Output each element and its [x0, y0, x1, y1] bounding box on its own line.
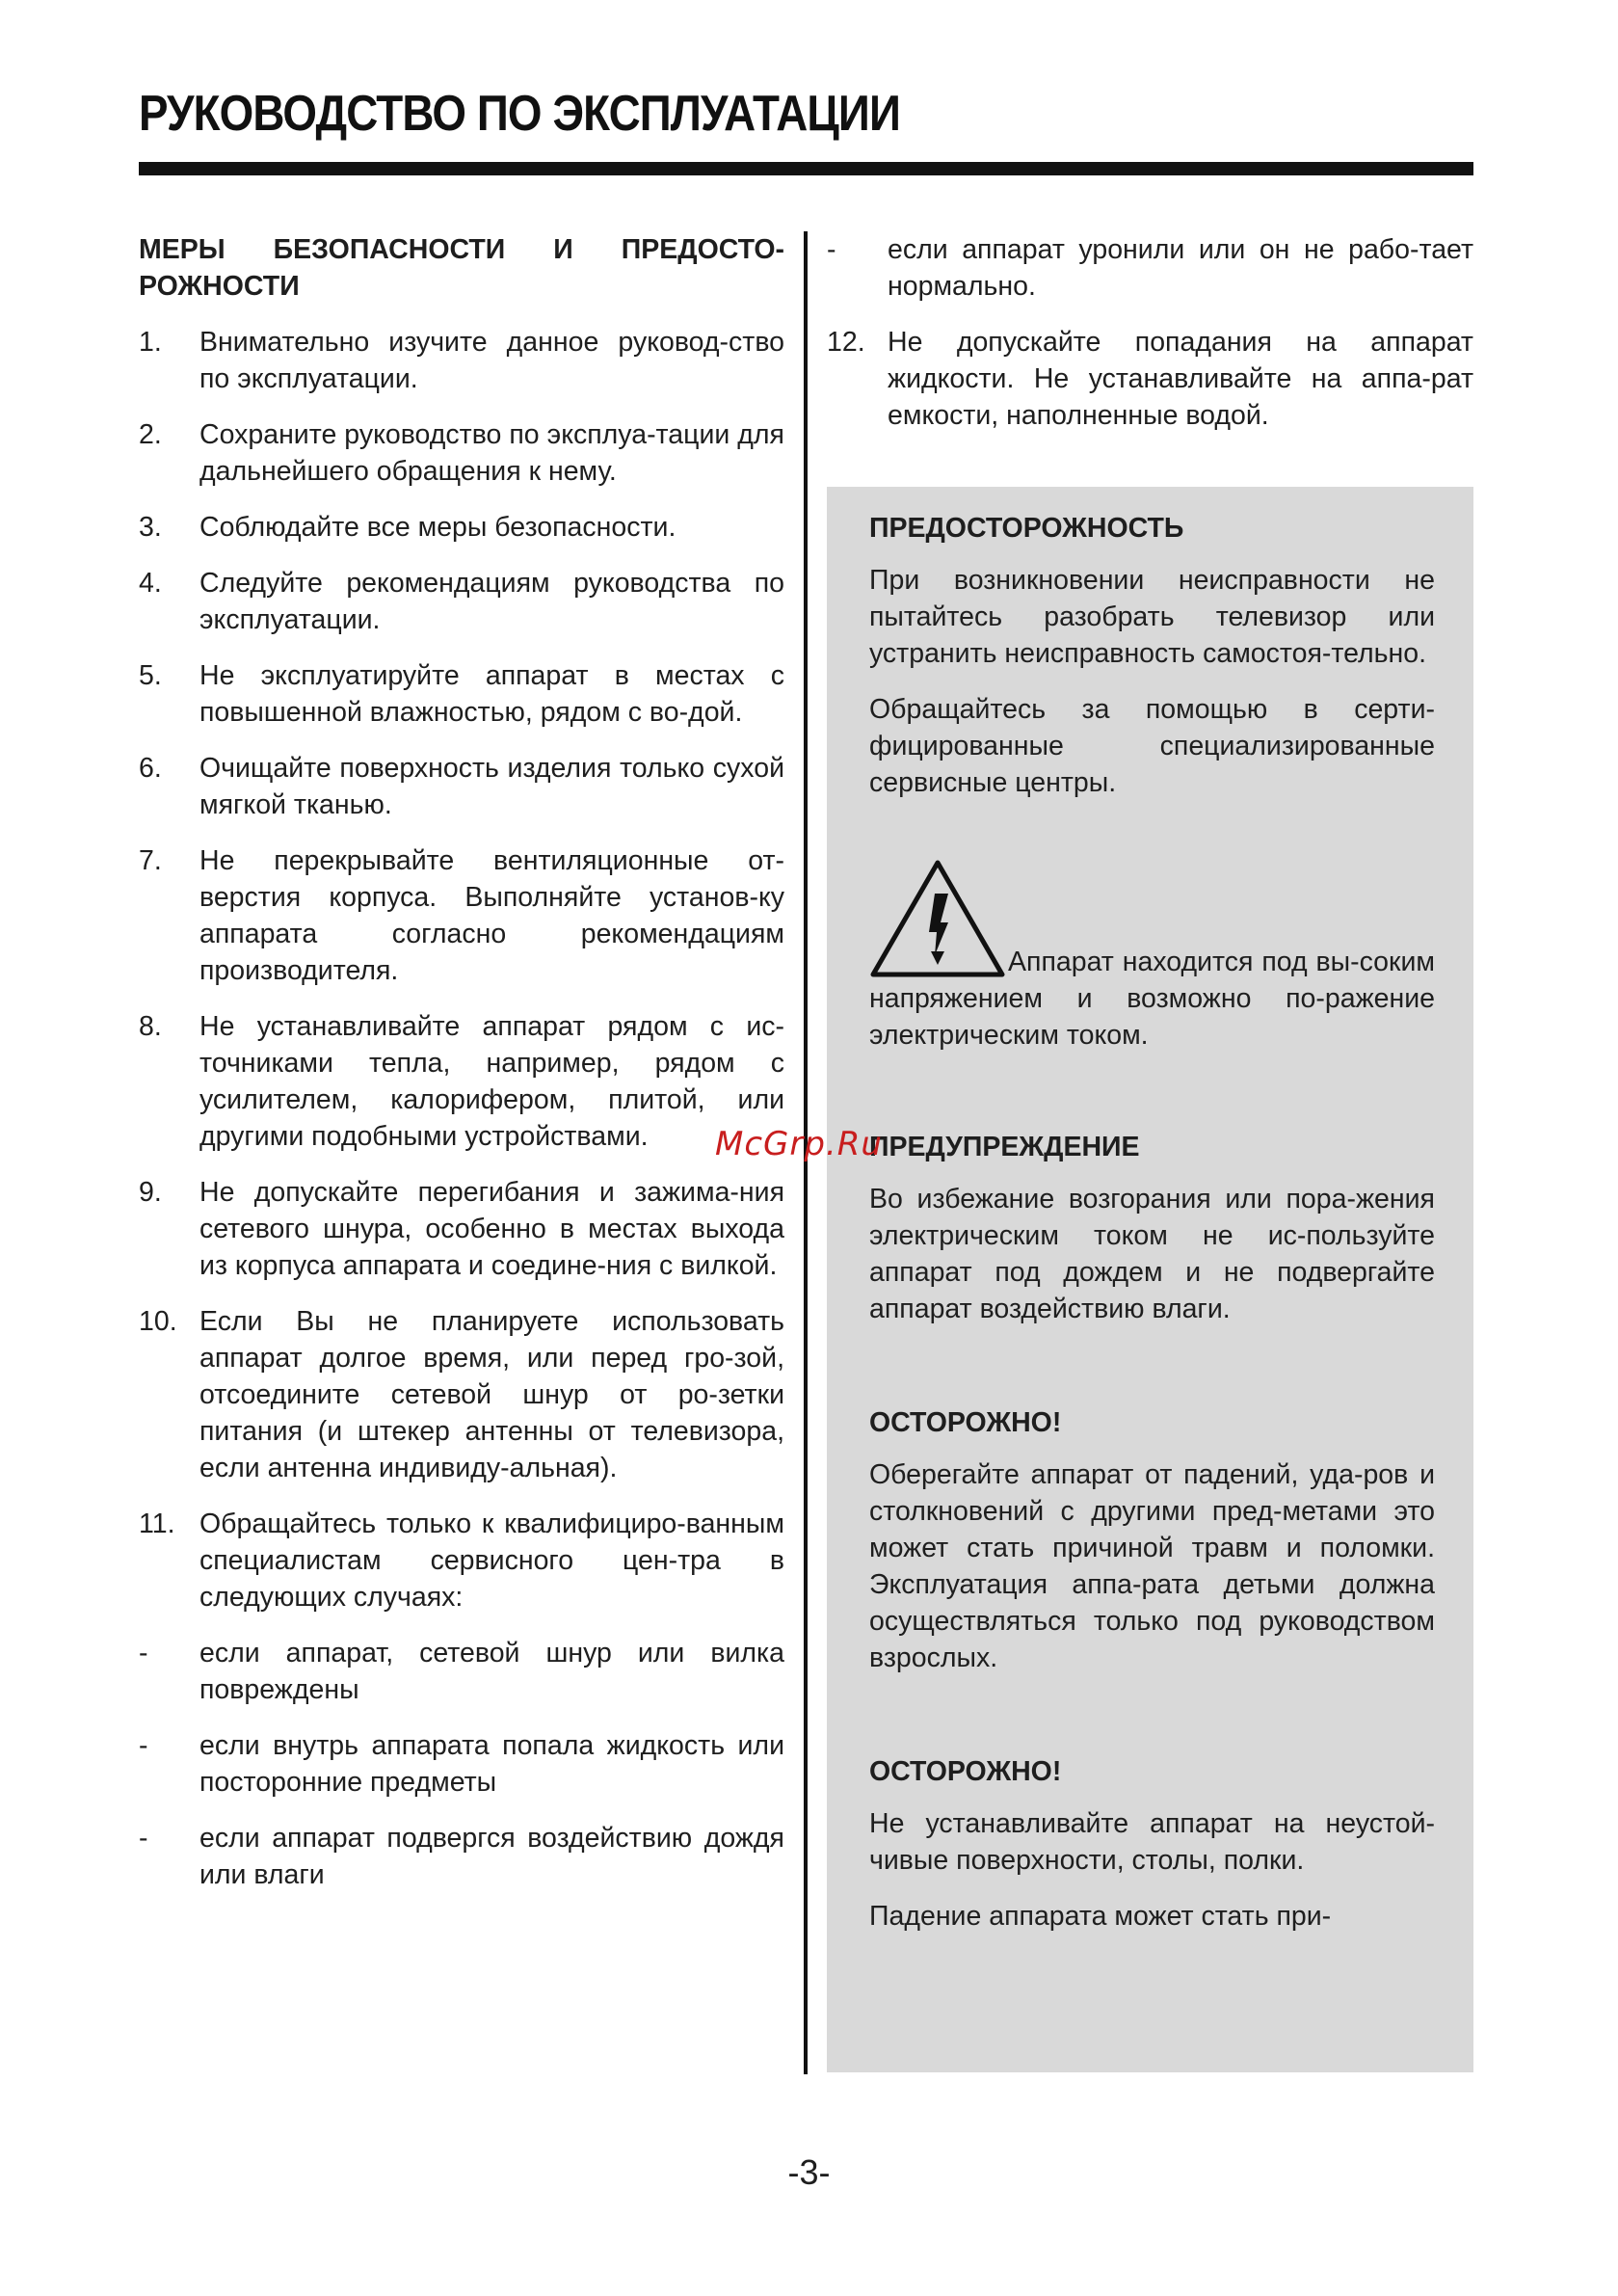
list-item-text: Не перекрывайте вентиляционные от-верстия корпуса. Выполняйте установ-ку аппарата согласно рекомендациям производителя.: [199, 845, 784, 986]
page-title: РУКОВОДСТВО ПО ЭКСПЛУАТАЦИИ: [139, 86, 900, 142]
list-item-number: 3.: [139, 512, 162, 543]
list-item: [139, 1635, 784, 1708]
list-item-text: если аппарат подвергся воздействию дождя или влаги: [199, 1823, 784, 1890]
high-voltage-text: Аппарат находится под вы-соким напряжением и возможно по-ражение электрическим током.: [869, 947, 1435, 1051]
list-item-text: Очищайте поверхность изделия только сухой мягкой тканью.: [199, 753, 784, 820]
right-column: [827, 231, 1473, 453]
list-item-number: 7.: [139, 845, 162, 876]
list-item-number: 6.: [139, 753, 162, 784]
list-item-text: Не устанавливайте аппарат рядом с ис-точниками тепла, например, рядом с усилителем, калорифером, плитой, или другими подобными устройствами.: [199, 1011, 784, 1152]
list-item: [139, 1008, 784, 1155]
safety-list-continued: [827, 231, 1473, 434]
list-item: [139, 750, 784, 823]
caution-paragraph-1: При возникновении неисправности не пытайтесь разобрать телевизор или устранить неисправность самостоя-тельно.: [869, 565, 1435, 669]
list-item-number: 12.: [827, 327, 865, 358]
careful-heading-2: ОСТОРОЖНО!: [869, 1756, 1062, 1787]
page-number: -3-: [787, 2152, 831, 2192]
list-item: [139, 1820, 784, 1893]
list-item: [139, 842, 784, 989]
list-item-number: 10.: [139, 1306, 177, 1337]
list-item-number: -: [827, 234, 836, 265]
list-item-number: -: [139, 1730, 148, 1761]
list-item-text: Не эксплуатируйте аппарат в местах с повышенной влажностью, рядом с во-дой.: [199, 660, 784, 728]
list-item: [139, 1174, 784, 1284]
list-item-number: 5.: [139, 660, 162, 691]
safety-heading: МЕРЫ БЕЗОПАСНОСТИ И ПРЕДОСТО-РОЖНОСТИ: [139, 234, 784, 302]
careful-text-1: Оберегайте аппарат от падений, уда-ров и столкновений с другими пред-метами это может стать причиной травм и поломки. Эксплуатация аппа-рата детьми должна осуществляться только под руководством взрослых.: [869, 1459, 1435, 1673]
list-item: [139, 1727, 784, 1801]
list-item-number: 9.: [139, 1177, 162, 1208]
list-item-text: если внутрь аппарата попала жидкость или посторонние предметы: [199, 1730, 784, 1798]
caution-paragraph-2: Обращайтесь за помощью в серти-фицированные специализированные сервисные центры.: [869, 694, 1435, 798]
careful-text-2a: Не устанавливайте аппарат на неустой-чивые поверхности, столы, полки.: [869, 1808, 1435, 1876]
left-column: [139, 231, 784, 1912]
list-item-text: Соблюдайте все меры безопасности.: [199, 512, 676, 543]
high-voltage-notice: [869, 857, 1435, 1054]
list-item-number: -: [139, 1638, 148, 1669]
list-item-text: Сохраните руководство по эксплуа-тации для дальнейшего обращения к нему.: [199, 419, 784, 487]
list-item-text: Обращайтесь только к квалифициро-ванным специалистам сервисного цен-тра в следующих случаях:: [199, 1508, 784, 1613]
list-item-number: 1.: [139, 327, 162, 358]
list-item: [139, 416, 784, 490]
high-voltage-icon: [867, 857, 1008, 980]
careful-heading-1: ОСТОРОЖНО!: [869, 1407, 1062, 1438]
list-item: [139, 565, 784, 638]
list-item-number: 8.: [139, 1011, 162, 1042]
list-item-text: Не допускайте перегибания и зажима-ния сетевого шнура, особенно в местах выхода из корпуса аппарата и соедине-ния с вилкой.: [199, 1177, 784, 1281]
watermark: McGrp.Ru: [715, 1125, 883, 1163]
list-item-number: 4.: [139, 568, 162, 599]
list-item-text: Следуйте рекомендациям руководства по эксплуатации.: [199, 568, 784, 635]
list-item-text: Не допускайте попадания на аппарат жидкости. Не устанавливайте на аппа-рат емкости, наполненные водой.: [888, 327, 1473, 431]
safety-list: [139, 324, 784, 1893]
warning-heading: ПРЕДУПРЕЖДЕНИЕ: [869, 1132, 1140, 1162]
list-item: [827, 231, 1473, 305]
list-item: [139, 509, 784, 546]
list-item-text: если аппарат, сетевой шнур или вилка повреждены: [199, 1638, 784, 1705]
list-item-text: Если Вы не планируете использовать аппарат долгое время, или перед гро-зой, отсоедините сетевой шнур от ро-зетки питания (и штекер антенны от телевизора, если антенна индивиду-альная).: [199, 1306, 784, 1483]
list-item-number: 11.: [139, 1508, 175, 1539]
list-item-number: 2.: [139, 419, 162, 450]
list-item: [139, 657, 784, 731]
list-item: [139, 324, 784, 397]
warning-text: Во избежание возгорания или пора-жения электрическим током не ис-пользуйте аппарат под дождем и не подвергайте аппарат воздействию влаги.: [869, 1184, 1435, 1324]
list-item-text: если аппарат уронили или он не рабо-тает нормально.: [888, 234, 1473, 302]
title-rule: [139, 162, 1473, 175]
caution-box: [827, 487, 1473, 2072]
careful-text-2b: Падение аппарата может стать при-: [869, 1901, 1332, 1932]
list-item: [827, 324, 1473, 434]
list-item-text: Внимательно изучите данное руковод-ство по эксплуатации.: [199, 327, 784, 394]
caution-heading: ПРЕДОСТОРОЖНОСТЬ: [869, 513, 1184, 544]
list-item-number: -: [139, 1823, 148, 1854]
list-item: [139, 1303, 784, 1486]
list-item: [139, 1506, 784, 1615]
